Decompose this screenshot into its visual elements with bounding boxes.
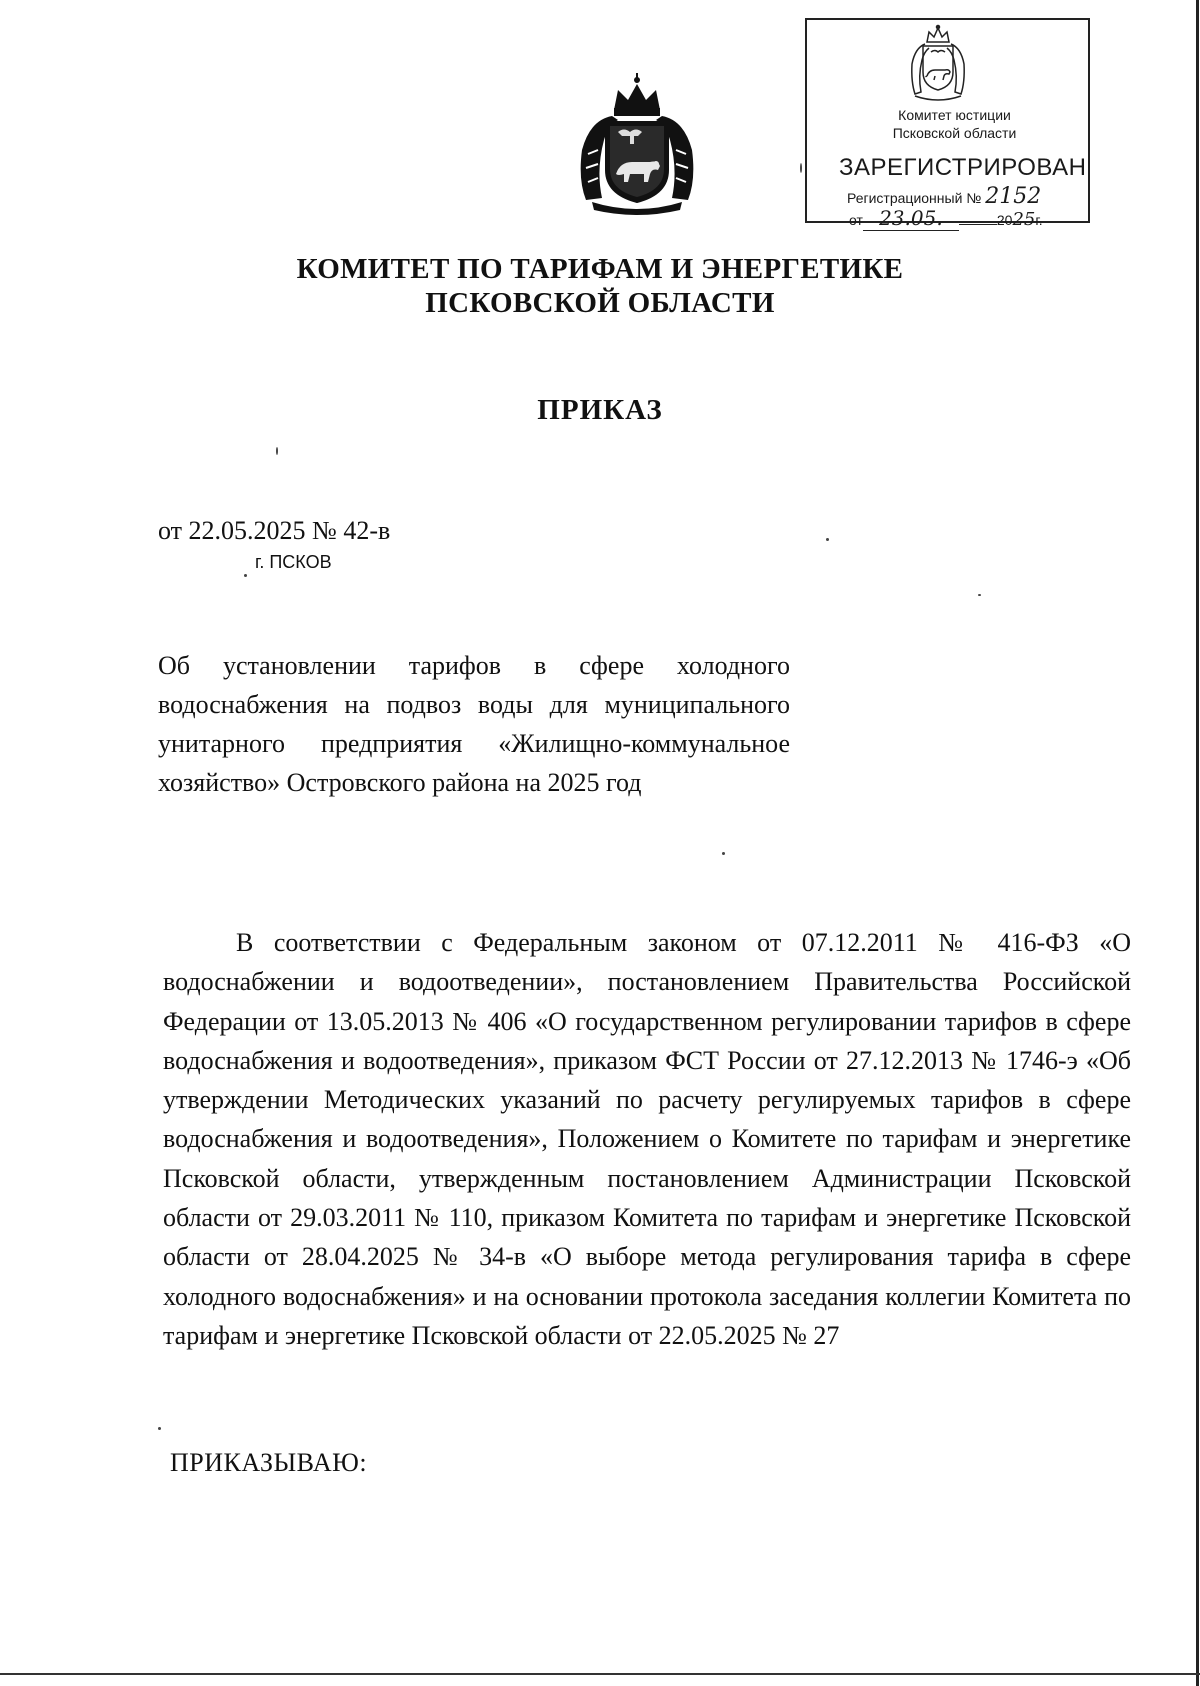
document-title: ПРИКАЗ bbox=[537, 394, 663, 426]
scan-speck bbox=[276, 447, 278, 455]
scan-speck bbox=[722, 852, 725, 855]
stamp-org-line: Псковской области bbox=[892, 125, 1017, 141]
stamp-year-value: 25 bbox=[1012, 209, 1036, 230]
scan-speck bbox=[244, 574, 247, 577]
document-subject: Об установлении тарифов в сфере холодного водоснабжения на подвоз воды для муниципального унитарного предприятия «Жилищно-коммунальное хозяйство» Островского района на 2025 год bbox=[158, 651, 790, 797]
scan-speck bbox=[826, 538, 829, 541]
stamp-status: ЗАРЕГИСТРИРОВАН bbox=[839, 154, 1087, 181]
stamp-org-line: Комитет юстиции bbox=[898, 107, 1011, 123]
scan-speck bbox=[800, 163, 802, 173]
stamp-year-prefix: 20 bbox=[996, 212, 1013, 228]
document-date-number: от 22.05.2025 № 42-в bbox=[158, 516, 391, 545]
stamp-date-value: 23.05. bbox=[863, 206, 959, 231]
scan-speck bbox=[978, 594, 981, 596]
scan-speck bbox=[158, 1427, 161, 1430]
registration-stamp bbox=[805, 18, 1090, 230]
document-preamble: В соответствии с Федеральным законом от 07.12.2011 № 416-ФЗ «О водоснабжении и водоотведении», постановлением Правительства Российской Федерации от 13.05.2013 № 406 «О государственном регулировании тарифов в сфере водоснабжения и водоотведения», приказом ФСТ России от 27.12.2013 № 1746-э «Об утверждении Методических указаний по расчету регулируемых тарифов в сфере водоснабжения и водоотведения», Положением о Комитете по тарифам и энергетике Псковской области, утвержденным постановлением Администрации Псковской области от 29.03.2011 № 110, приказом Комитета по тарифам и энергетике Псковской области от 28.04.2025 № 34-в «О выборе метода регулирования тарифа в сфере холодного водоснабжения» и на основании протокола заседания коллегии Комитета по тарифам и энергетике Псковской области от 22.05.2025 № 27 bbox=[163, 928, 1131, 1350]
stamp-regnum-value: 2152 bbox=[985, 184, 1042, 209]
order-directive: ПРИКАЗЫВАЮ: bbox=[170, 1448, 368, 1477]
organization-title-line: КОМИТЕТ ПО ТАРИФАМ И ЭНЕРГЕТИКЕ bbox=[296, 253, 904, 285]
document-city: г. ПСКОВ bbox=[255, 552, 332, 572]
stamp-regnum-label: Регистрационный № bbox=[847, 190, 982, 206]
stamp-organization bbox=[847, 106, 1062, 142]
stamp-year-suffix: г. bbox=[1035, 212, 1043, 228]
coat-of-arms-emblem bbox=[572, 70, 702, 215]
stamp-date-prefix: от bbox=[849, 212, 863, 228]
stamp-date-row bbox=[849, 206, 1043, 231]
organization-title-line: ПСКОВСКОЙ ОБЛАСТИ bbox=[425, 287, 775, 319]
organization-title bbox=[0, 252, 1200, 320]
stamp-emblem-icon bbox=[907, 24, 969, 102]
page-edge bbox=[0, 1673, 1200, 1675]
